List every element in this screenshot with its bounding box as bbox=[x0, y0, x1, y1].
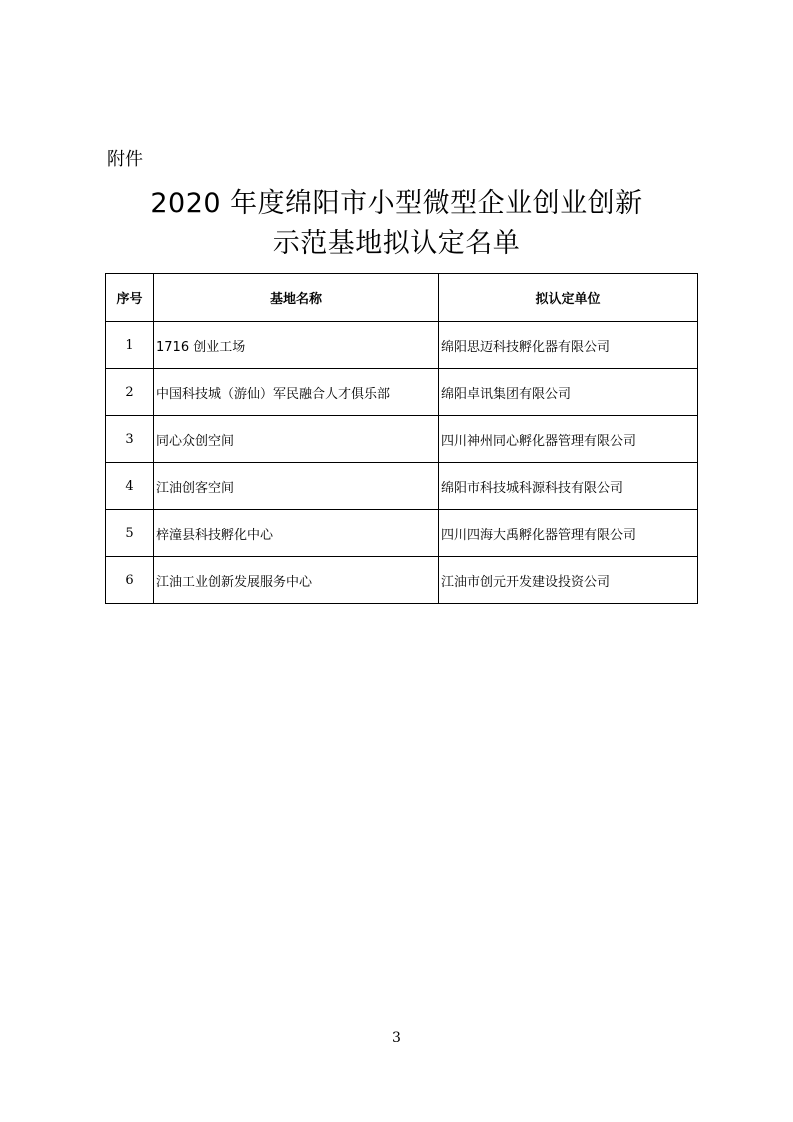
row-base-name: 中国科技城（游仙）军民融合人才俱乐部 bbox=[154, 369, 439, 416]
header-unit: 拟认定单位 bbox=[439, 274, 698, 322]
row-unit: 绵阳思迈科技孵化器有限公司 bbox=[439, 322, 698, 369]
row-unit: 江油市创元开发建设投资公司 bbox=[439, 557, 698, 604]
table-header-row bbox=[106, 274, 698, 322]
row-no: 6 bbox=[106, 557, 154, 604]
header-base-name: 基地名称 bbox=[154, 274, 439, 322]
attachment-label: 附件 bbox=[107, 149, 143, 170]
page-number: 3 bbox=[392, 1030, 401, 1046]
row-unit: 绵阳市科技城科源科技有限公司 bbox=[439, 463, 698, 510]
row-no: 1 bbox=[106, 322, 154, 369]
row-unit: 绵阳卓讯集团有限公司 bbox=[439, 369, 698, 416]
row-no: 4 bbox=[106, 463, 154, 510]
row-base-name: 江油创客空间 bbox=[154, 463, 439, 510]
row-no: 2 bbox=[106, 369, 154, 416]
row-base-name: 江油工业创新发展服务中心 bbox=[154, 557, 439, 604]
document-title-line-2: 示范基地拟认定名单 bbox=[272, 228, 521, 259]
row-unit: 四川四海大禹孵化器管理有限公司 bbox=[439, 510, 698, 557]
table-row bbox=[106, 369, 698, 416]
table-row bbox=[106, 416, 698, 463]
row-base-name: 梓潼县科技孵化中心 bbox=[154, 510, 439, 557]
header-no: 序号 bbox=[106, 274, 154, 322]
row-no: 5 bbox=[106, 510, 154, 557]
row-no: 3 bbox=[106, 416, 154, 463]
table-row bbox=[106, 463, 698, 510]
row-unit: 四川神州同心孵化器管理有限公司 bbox=[439, 416, 698, 463]
table-row bbox=[106, 510, 698, 557]
table-row bbox=[106, 557, 698, 604]
row-base-name: 同心众创空间 bbox=[154, 416, 439, 463]
document-title-line-1: 2020 年度绵阳市小型微型企业创业创新 bbox=[150, 188, 643, 219]
base-list-table bbox=[105, 273, 698, 604]
row-base-name: 1716 创业工场 bbox=[154, 322, 439, 369]
table-row bbox=[106, 322, 698, 369]
